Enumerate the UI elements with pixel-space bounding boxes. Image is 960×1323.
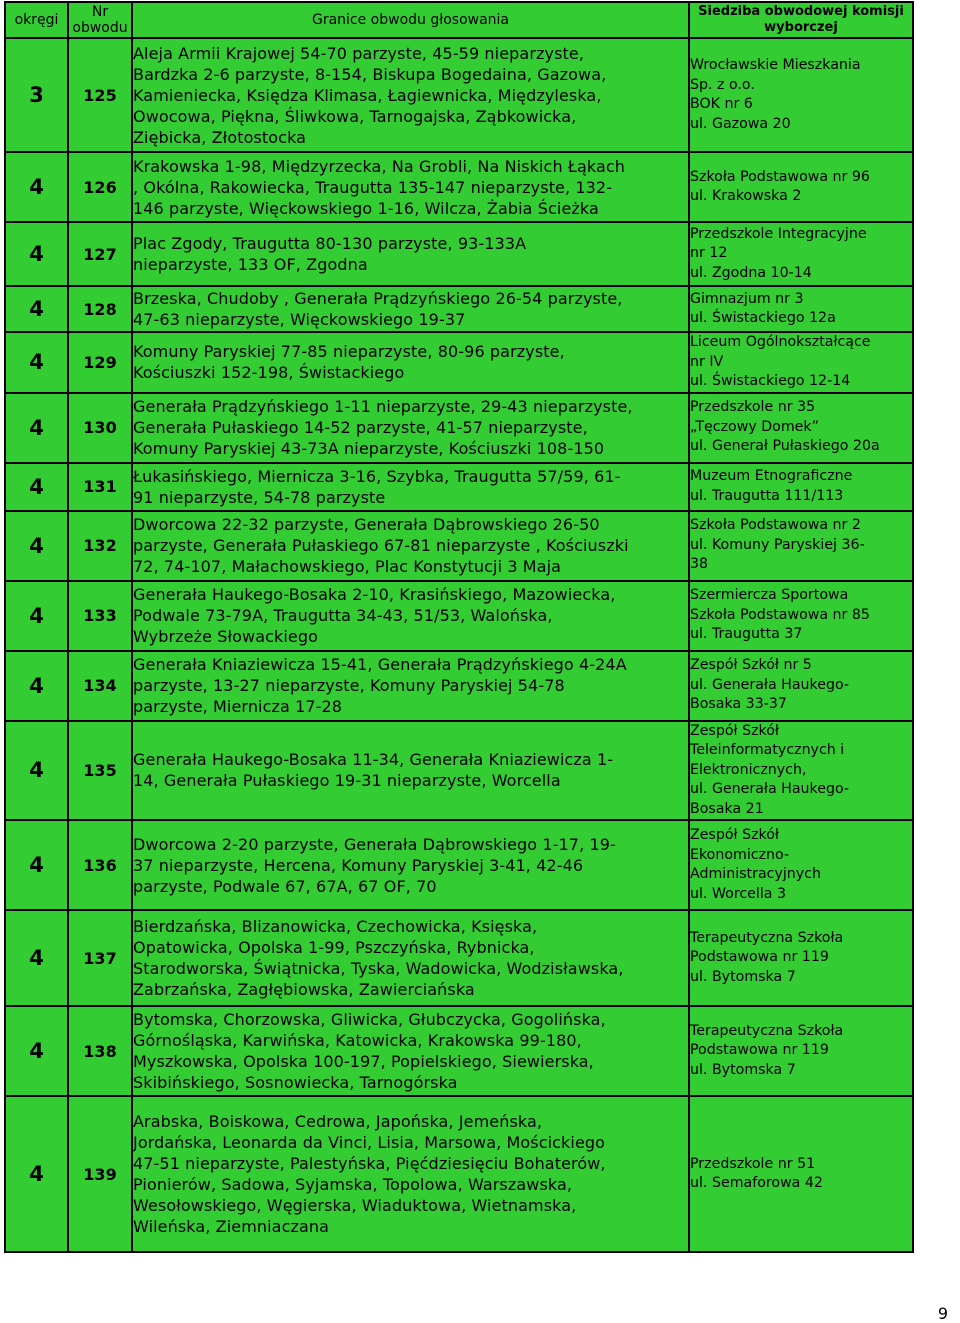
granice-cell	[132, 286, 689, 332]
siedziba-line: Zespół Szkół	[690, 722, 779, 739]
header-nr-obwodu	[68, 2, 132, 38]
siedziba-line: Administracyjnych	[690, 866, 821, 882]
table-row	[5, 222, 913, 286]
siedziba-line: ul. Traugutta 37	[690, 626, 803, 643]
granice-cell	[132, 581, 689, 651]
nr-obwodu-cell: 136	[68, 820, 132, 910]
granice-line: Ziębicka, Złotostocka	[133, 127, 307, 147]
granice-line: Bytomska, Chorzowska, Gliwicka, Głubczycka, Gogolińska,	[133, 1010, 606, 1029]
granice-line: Zabrzańska, Zagłębiowska, Zawierciańska	[133, 980, 475, 999]
granice-line: 91 nieparzyste, 54-78 parzyste	[133, 487, 386, 507]
siedziba-cell	[689, 393, 913, 463]
nr-obwodu-cell: 134	[68, 651, 132, 721]
nr-obwodu-cell: 130	[68, 393, 132, 463]
granice-line: parzyste, 13-27 nieparzyste, Komuny Paryskiej 54-78	[133, 676, 565, 695]
granice-cell	[132, 721, 689, 821]
okreg-cell: 4	[5, 393, 68, 463]
table-row	[5, 1006, 913, 1096]
granice-line: Aleja Armii Krajowej 54-70 parzyste, 45-59 nieparzyste,	[133, 43, 585, 63]
granice-line: Owocowa, Piękna, Śliwkowa, Tarnogajska, Ząbkowicka,	[133, 106, 577, 126]
granice-line: Bardzka 2-6 parzyste, 8-154, Biskupa Bogedaina, Gazowa,	[133, 64, 607, 84]
nr-obwodu-cell: 137	[68, 910, 132, 1006]
okreg-cell: 4	[5, 286, 68, 332]
table-row	[5, 38, 913, 152]
nr-obwodu-cell: 135	[68, 721, 132, 821]
granice-line: Wileńska, Ziemniaczana	[133, 1217, 330, 1236]
siedziba-line: ul. Generała Haukego-	[690, 781, 850, 797]
granice-line: Myszkowska, Opolska 100-197, Popielskiego, Siewierska,	[133, 1052, 594, 1071]
table-row	[5, 463, 913, 511]
granice-line: Pionierów, Sadowa, Syjamska, Topolowa, Warszawska,	[133, 1175, 573, 1194]
siedziba-line: ul. Traugutta 111/113	[690, 487, 844, 504]
granice-line: , Okólna, Rakowiecka, Traugutta 135-147 nieparzyste, 132-	[133, 177, 613, 197]
table-row	[5, 721, 913, 821]
siedziba-line: Muzeum Etnograficzne	[690, 468, 853, 484]
siedziba-cell	[689, 1006, 913, 1096]
granice-line: Generała Haukego-Bosaka 11-34, Generała Kniaziewicza 1-	[133, 750, 614, 770]
siedziba-line: ul. Komuny Paryskiej 36-	[690, 536, 865, 553]
siedziba-line: Gimnazjum nr 3	[690, 290, 804, 307]
siedziba-line: BOK nr 6	[690, 96, 753, 112]
granice-line: parzyste, Podwale 67, 67A, 67 OF, 70	[133, 876, 437, 896]
okreg-cell: 4	[5, 820, 68, 910]
granice-cell	[132, 1096, 689, 1252]
siedziba-line: ul. Worcella 3	[690, 885, 786, 902]
granice-line: Komuny Paryskiej 77-85 nieparzyste, 80-96 parzyste,	[133, 342, 565, 362]
siedziba-line: Szkoła Podstawowa nr 2	[690, 517, 861, 534]
siedziba-line: ul. Semaforowa 42	[690, 1175, 823, 1191]
granice-cell	[132, 651, 689, 721]
granice-line: Generała Kniaziewicza 15-41, Generała Prądzyńskiego 4-24A	[133, 655, 627, 674]
granice-line: Wybrzeże Słowackiego	[133, 627, 318, 646]
header-okregi: okręgi	[5, 2, 68, 38]
siedziba-line: Szkoła Podstawowa nr 96	[690, 168, 870, 185]
siedziba-line: Liceum Ogólnokształcące	[690, 334, 871, 350]
granice-line: Opatowicka, Opolska 1-99, Pszczyńska, Rybnicka,	[133, 938, 535, 957]
siedziba-line: Sp. z o.o.	[690, 76, 755, 93]
okreg-cell: 4	[5, 463, 68, 511]
nr-obwodu-cell: 138	[68, 1006, 132, 1096]
okreg-cell: 4	[5, 332, 68, 393]
nr-obwodu-cell: 126	[68, 152, 132, 222]
granice-line: 146 parzyste, Więckowskiego 1-16, Wilcza, Żabia Ścieżka	[133, 198, 599, 218]
siedziba-line: Bosaka 21	[690, 800, 764, 817]
nr-obwodu-cell: 127	[68, 222, 132, 286]
granice-line: Komuny Paryskiej 43-73A nieparzyste, Kościuszki 108-150	[133, 439, 605, 458]
granice-line: Bierdzańska, Blizanowicka, Czechowicka, Księska,	[133, 917, 538, 936]
siedziba-cell	[689, 38, 913, 152]
granice-line: parzyste, Miernicza 17-28	[133, 697, 343, 716]
siedziba-line: Podstawowa nr 119	[690, 1042, 829, 1059]
table-row	[5, 910, 913, 1006]
granice-cell	[132, 152, 689, 222]
siedziba-cell	[689, 820, 913, 910]
okreg-cell: 4	[5, 152, 68, 222]
nr-obwodu-cell: 128	[68, 286, 132, 332]
page-number: 9	[937, 1304, 948, 1323]
table-row	[5, 820, 913, 910]
districts-table	[4, 1, 914, 1253]
siedziba-line: Podstawowa nr 119	[690, 949, 829, 966]
granice-line: Górnośląska, Karwińska, Katowicka, Krakowska 99-180,	[133, 1031, 582, 1050]
table-row	[5, 581, 913, 651]
siedziba-line: nr 12	[690, 245, 728, 262]
table-header-row	[5, 2, 913, 38]
granice-line: Brzeska, Chudoby , Generała Prądzyńskiego 26-54 parzyste,	[133, 289, 623, 308]
granice-line: Wesołowskiego, Węgierska, Wiaduktowa, Wietnamska,	[133, 1196, 577, 1215]
siedziba-line: ul. Świstackiego 12a	[690, 310, 836, 326]
granice-cell	[132, 38, 689, 152]
table-row	[5, 1096, 913, 1252]
table-row	[5, 286, 913, 332]
granice-line: Generała Prądzyńskiego 1-11 nieparzyste, 29-43 nieparzyste,	[133, 397, 633, 416]
siedziba-line: Zespół Szkół nr 5	[690, 657, 812, 674]
siedziba-line: Teleinformatycznych i	[690, 742, 845, 758]
granice-line: Jordańska, Leonarda da Vinci, Lisia, Marsowa, Mościckiego	[133, 1133, 606, 1152]
siedziba-line: ul. Gazowa 20	[690, 115, 791, 132]
table-row	[5, 651, 913, 721]
siedziba-line: ul. Bytomska 7	[690, 968, 796, 985]
granice-line: Kamieniecka, Księdza Klimasa, Łagiewnicka, Międzyleska,	[133, 85, 602, 105]
header-granice: Granice obwodu głosowania	[132, 2, 689, 38]
granice-line: Generała Haukego-Bosaka 2-10, Krasińskiego, Mazowiecka,	[133, 585, 616, 604]
siedziba-cell	[689, 222, 913, 286]
granice-line: 37 nieparzyste, Hercena, Komuny Paryskiej 3-41, 42-46	[133, 855, 584, 875]
granice-cell	[132, 1006, 689, 1096]
siedziba-line: Szkoła Podstawowa nr 85	[690, 606, 870, 623]
siedziba-line: ul. Krakowska 2	[690, 188, 802, 204]
granice-cell	[132, 463, 689, 511]
okreg-cell: 3	[5, 38, 68, 152]
table-row	[5, 511, 913, 581]
granice-line: Krakowska 1-98, Międzyrzecka, Na Grobli, Na Niskich Łąkach	[133, 156, 625, 176]
siedziba-line: Ekonomiczno-	[690, 846, 790, 863]
nr-obwodu-cell: 133	[68, 581, 132, 651]
granice-line: Dworcowa 22-32 parzyste, Generała Dąbrowskiego 26-50	[133, 515, 600, 534]
granice-line: Dworcowa 2-20 parzyste, Generała Dąbrowskiego 1-17, 19-	[133, 834, 616, 854]
siedziba-line: Przedszkole nr 51	[690, 1155, 816, 1172]
granice-line: Kościuszki 152-198, Świstackiego	[133, 363, 405, 383]
granice-cell	[132, 910, 689, 1006]
okreg-cell: 4	[5, 511, 68, 581]
granice-line: Starodworska, Świątnicka, Tyska, Wadowicka, Wodzisławska,	[133, 959, 624, 978]
okreg-cell: 4	[5, 581, 68, 651]
granice-line: Łukasińskiego, Miernicza 3-16, Szybka, Traugutta 57/59, 61-	[133, 466, 621, 486]
siedziba-line: Elektronicznych,	[690, 761, 807, 778]
granice-line: Podwale 73-79A, Traugutta 34-43, 51/53, Walońska,	[133, 606, 553, 625]
okreg-cell: 4	[5, 651, 68, 721]
granice-line: Arabska, Boiskowa, Cedrowa, Japońska, Jemeńska,	[133, 1112, 543, 1131]
table-row	[5, 393, 913, 463]
granice-cell	[132, 820, 689, 910]
header-nr-obwodu-line1: Nr	[91, 4, 109, 20]
okreg-cell: 4	[5, 721, 68, 821]
siedziba-line: nr IV	[690, 353, 724, 370]
granice-cell	[132, 393, 689, 463]
granice-cell	[132, 222, 689, 286]
siedziba-cell	[689, 332, 913, 393]
granice-line: Plac Zgody, Traugutta 80-130 parzyste, 93-133A	[133, 234, 527, 253]
siedziba-line: Szermiercza Sportowa	[690, 587, 849, 604]
nr-obwodu-cell: 139	[68, 1096, 132, 1252]
siedziba-cell	[689, 651, 913, 721]
okreg-cell: 4	[5, 1096, 68, 1252]
siedziba-line: ul. Generała Haukego-	[690, 676, 850, 693]
siedziba-line: Zespół Szkół	[690, 827, 779, 843]
siedziba-line: Wrocławskie Mieszkania	[690, 57, 861, 73]
siedziba-cell	[689, 286, 913, 332]
siedziba-line: ul. Świstackiego 12-14	[690, 373, 851, 389]
table-row	[5, 332, 913, 393]
siedziba-cell	[689, 152, 913, 222]
siedziba-line: Terapeutyczna Szkoła	[690, 929, 844, 946]
siedziba-cell	[689, 511, 913, 581]
granice-line: parzyste, Generała Pułaskiego 67-81 nieparzyste , Kościuszki	[133, 536, 629, 555]
siedziba-line: Przedszkole Integracyjne	[690, 225, 867, 242]
granice-line: nieparzyste, 133 OF, Zgodna	[133, 255, 368, 274]
okreg-cell: 4	[5, 222, 68, 286]
siedziba-cell	[689, 1096, 913, 1252]
siedziba-cell	[689, 581, 913, 651]
siedziba-line: Terapeutyczna Szkoła	[690, 1022, 844, 1039]
okreg-cell: 4	[5, 1006, 68, 1096]
siedziba-cell	[689, 910, 913, 1006]
siedziba-line: ul. Zgodna 10-14	[690, 264, 812, 281]
table-row	[5, 152, 913, 222]
granice-line: 47-51 nieparzyste, Palestyńska, Pięćdziesięciu Bohaterów,	[133, 1154, 606, 1173]
siedziba-line: ul. Bytomska 7	[690, 1061, 796, 1078]
siedziba-line: ul. Generał Pułaskiego 20a	[690, 438, 880, 455]
siedziba-cell	[689, 463, 913, 511]
siedziba-line: 38	[690, 556, 709, 573]
granice-cell	[132, 511, 689, 581]
nr-obwodu-cell: 132	[68, 511, 132, 581]
nr-obwodu-cell: 129	[68, 332, 132, 393]
siedziba-line: Przedszkole nr 35	[690, 399, 816, 416]
granice-line: Skibińskiego, Sosnowiecka, Tarnogórska	[133, 1073, 458, 1092]
granice-cell	[132, 332, 689, 393]
granice-line: 14, Generała Pułaskiego 19-31 nieparzyste, Worcella	[133, 771, 561, 791]
siedziba-line: Bosaka 33-37	[690, 696, 787, 713]
granice-line: Generała Pułaskiego 14-52 parzyste, 41-57 nieparzyste,	[133, 418, 588, 437]
granice-line: 47-63 nieparzyste, Więckowskiego 19-37	[133, 310, 466, 329]
siedziba-line: „Tęczowy Domek”	[690, 418, 819, 435]
header-nr-obwodu-line2: obwodu	[72, 20, 128, 36]
siedziba-cell	[689, 721, 913, 821]
nr-obwodu-cell: 131	[68, 463, 132, 511]
nr-obwodu-cell: 125	[68, 38, 132, 152]
okreg-cell: 4	[5, 910, 68, 1006]
header-siedziba: Siedziba obwodowej komisji wyborczej	[689, 2, 913, 38]
granice-line: 72, 74-107, Małachowskiego, Plac Konstytucji 3 Maja	[133, 557, 562, 576]
